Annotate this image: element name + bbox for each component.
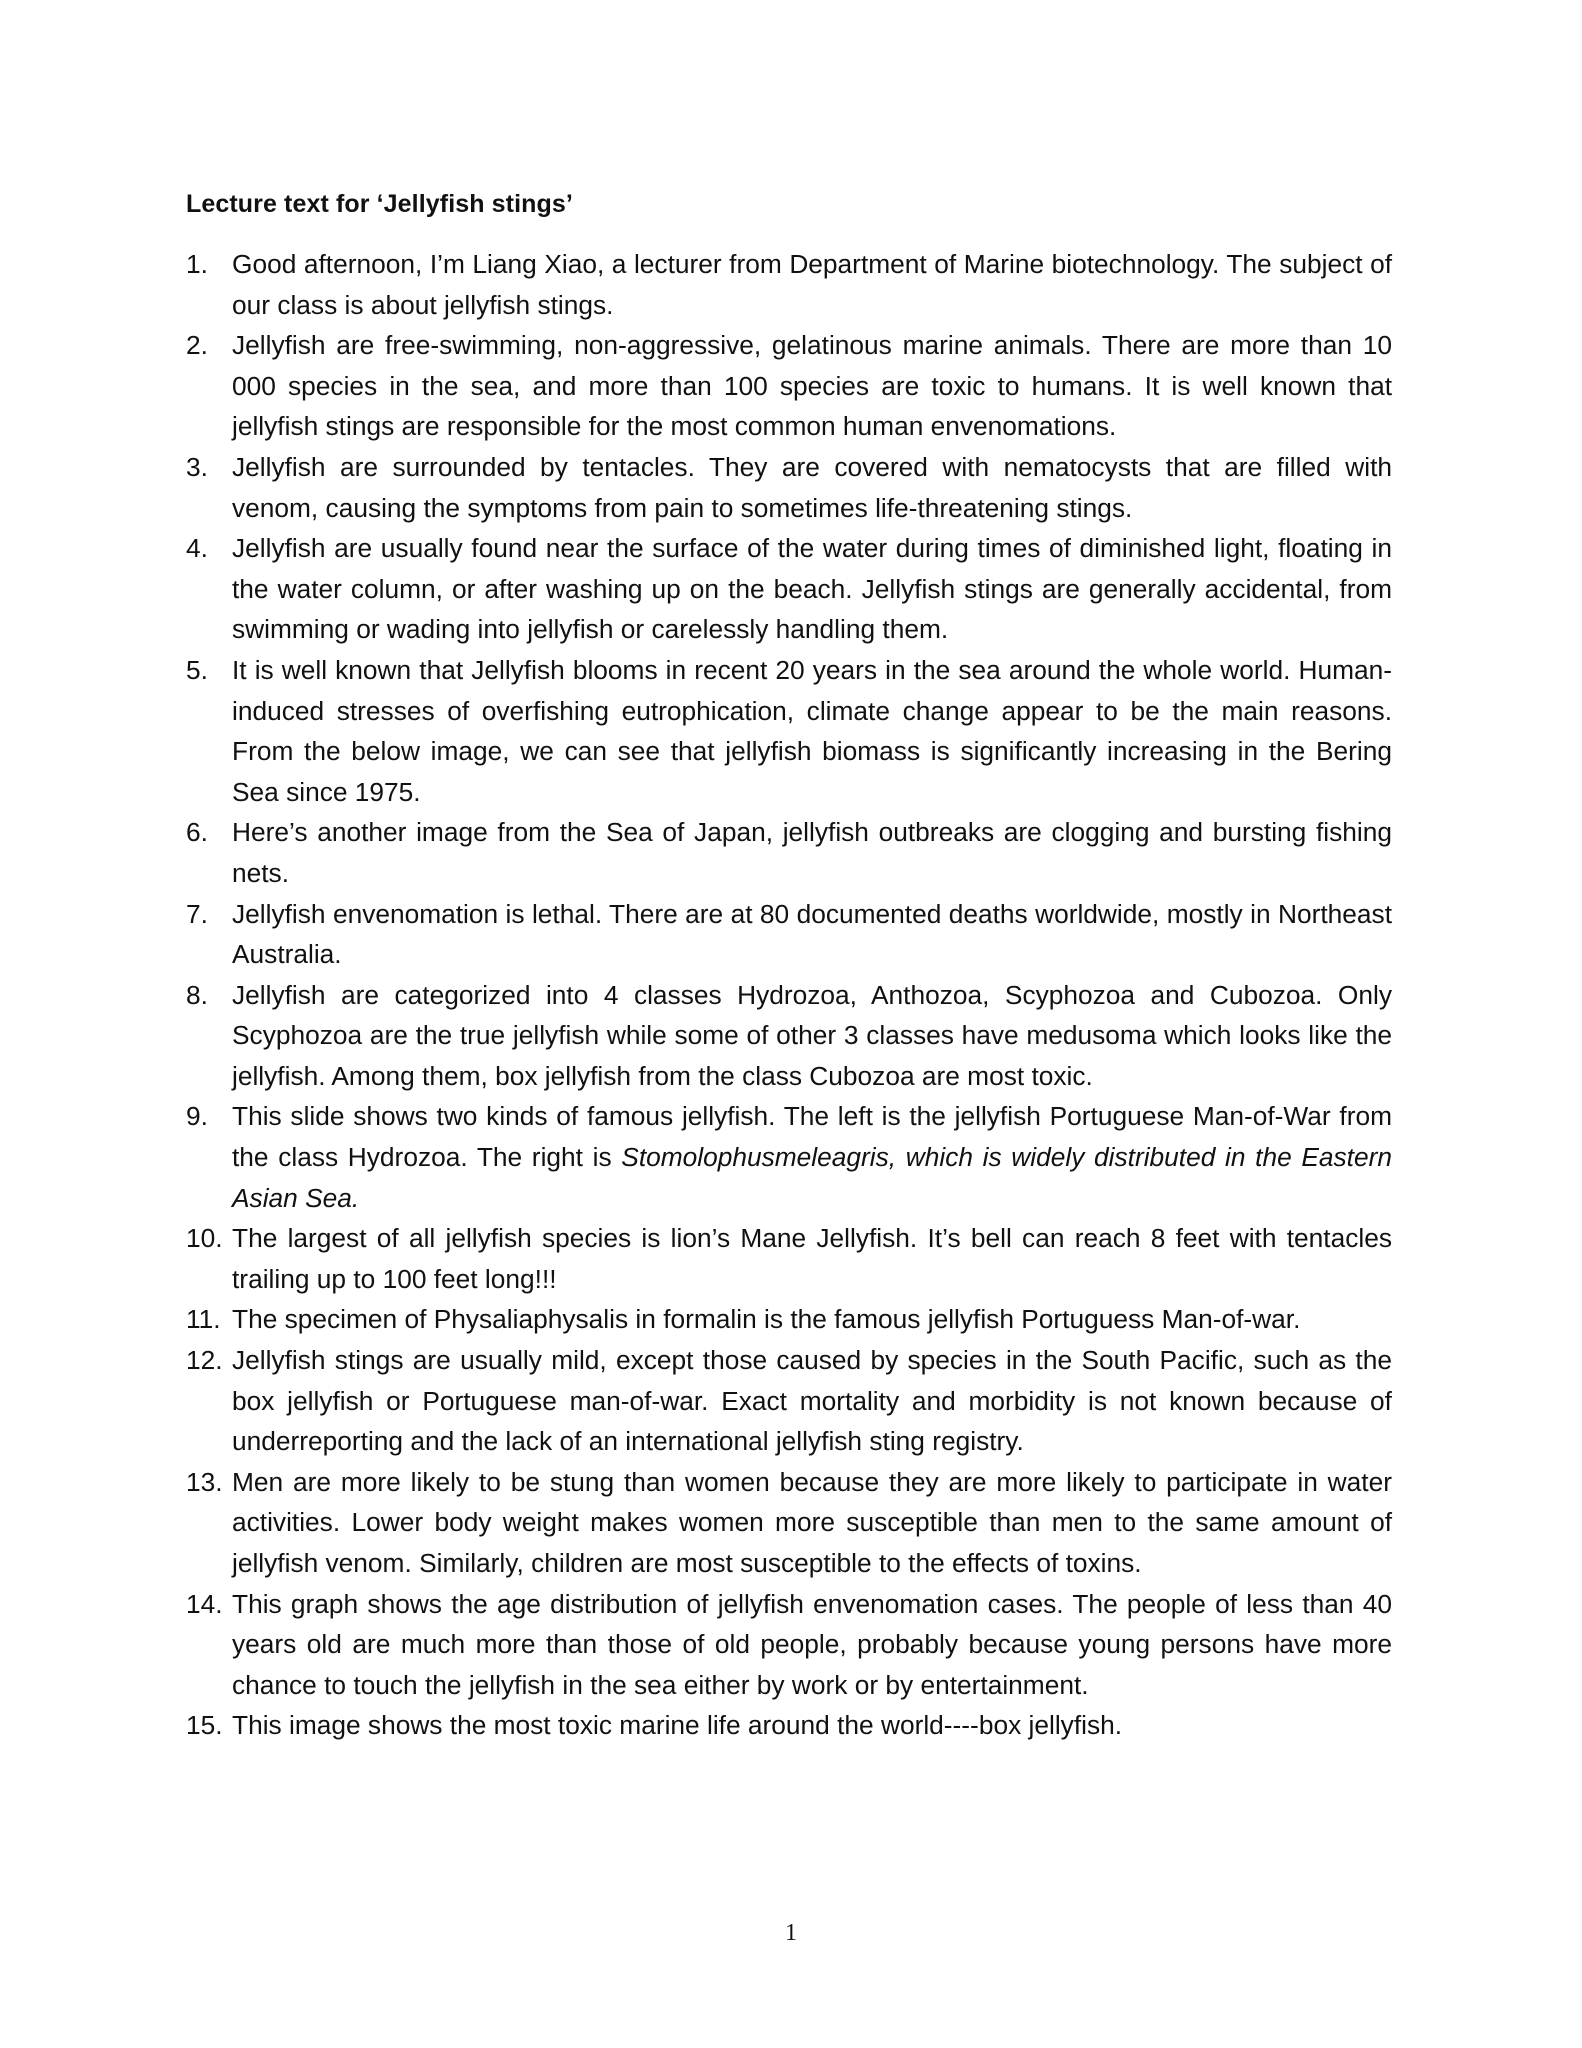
- item-text: Good afternoon, I’m Liang Xiao, a lecturer from Department of Marine biotechnology. The subject of our class is about jellyfish stings.: [232, 249, 1392, 320]
- item-number: 7.: [186, 898, 208, 929]
- item-text: Jellyfish stings are usually mild, except those caused by species in the South Pacific, such as the box jellyfish or Portuguese man-of-war. Exact mortality and morbidity is not known because of underreporting and the lack of an international jellyfish sting registry.: [232, 1345, 1392, 1457]
- item-number: 11.: [186, 1304, 221, 1335]
- item-number: 14.: [186, 1588, 223, 1619]
- item-text: This image shows the most toxic marine life around the world----box jellyfish.: [232, 1710, 1123, 1741]
- list-item: [186, 1462, 1392, 1584]
- item-number: 12.: [186, 1345, 223, 1376]
- item-text: Here’s another image from the Sea of Japan, jellyfish outbreaks are clogging and bursting fishing nets.: [232, 817, 1392, 888]
- list-item: [186, 812, 1392, 893]
- item-number: 2.: [186, 330, 208, 361]
- lecture-list: [186, 244, 1392, 1746]
- item-text: This slide shows two kinds of famous jellyfish. The left is the jellyfish Portuguese Man-of-War from the class Hydrozoa. The right is: [232, 1101, 1392, 1173]
- item-text: It is well known that Jellyfish blooms in recent 20 years in the sea around the whole world. Human-induced stresses of overfishing eutrophication, climate change appear to be the main reasons. From the below image, we can see that jellyfish biomass is significantly increasing in the Bering Sea since 1975.: [232, 654, 1392, 807]
- item-number: 13.: [186, 1466, 223, 1497]
- list-item: [186, 1299, 1392, 1340]
- item-number: 15.: [186, 1710, 223, 1741]
- item-number: 8.: [186, 979, 208, 1010]
- item-number: 5.: [186, 654, 208, 685]
- list-item: [186, 528, 1392, 650]
- item-number: 3.: [186, 451, 208, 482]
- item-number: 10.: [186, 1223, 223, 1254]
- list-item: [186, 1096, 1392, 1218]
- list-item: [186, 1340, 1392, 1462]
- item-number: 9.: [186, 1101, 208, 1132]
- item-text: Men are more likely to be stung than women because they are more likely to participate in water activities. Lower body weight makes women more susceptible than men to the same amount of jellyfish venom. Similarly, children are most susceptible to the effects of toxins.: [232, 1466, 1392, 1578]
- list-item: [186, 894, 1392, 975]
- document-title: Lecture text for ‘Jellyfish stings’: [186, 190, 573, 218]
- list-item: [186, 1705, 1392, 1746]
- item-text: Jellyfish are categorized into 4 classes Hydrozoa, Anthozoa, Scyphozoa and Cubozoa. Only Scyphozoa are the true jellyfish while some of other 3 classes have medusoma which looks like the jellyfish. Among them, box jellyfish from the class Cubozoa are most toxic.: [232, 979, 1392, 1091]
- list-item: [186, 1584, 1392, 1706]
- item-text: This graph shows the age distribution of jellyfish envenomation cases. The people of less than 40 years old are much more than those of old people, probably because young persons have more chance to touch the jellyfish in the sea either by work or by entertainment.: [232, 1588, 1392, 1700]
- item-number: 1.: [186, 249, 208, 279]
- item-text: Jellyfish envenomation is lethal. There are at 80 documented deaths worldwide, mostly in Northeast Australia.: [232, 898, 1392, 970]
- list-item: [186, 244, 1392, 325]
- list-item: [186, 447, 1392, 528]
- item-text: Jellyfish are usually found near the surface of the water during times of diminished light, floating in the water column, or after washing up on the beach. Jellyfish stings are generally accidental, from swimming or wading into jellyfish or carelessly handling them.: [232, 533, 1392, 645]
- list-item: [186, 325, 1392, 447]
- list-item: [186, 650, 1392, 812]
- item-text-italic: Stomolophusmeleagris, which is widely distributed in the Eastern Asian Sea.: [232, 1142, 1392, 1213]
- item-number: 4.: [186, 533, 208, 564]
- page-number: 1: [785, 1920, 797, 1946]
- item-number: 6.: [186, 817, 208, 848]
- item-text: The largest of all jellyfish species is lion’s Mane Jellyfish. It’s bell can reach 8 feet with tentacles trailing up to 100 feet long!!!: [232, 1223, 1392, 1294]
- item-text: The specimen of Physaliaphysalis in formalin is the famous jellyfish Portuguess Man-of-war.: [232, 1304, 1301, 1335]
- list-item: [186, 975, 1392, 1097]
- list-item: [186, 1218, 1392, 1299]
- item-text: Jellyfish are free-swimming, non-aggressive, gelatinous marine animals. There are more than 10 000 species in the sea, and more than 100 species are toxic to humans. It is well known that jellyfish stings are responsible for the most common human envenomations.: [232, 330, 1392, 442]
- item-text: Jellyfish are surrounded by tentacles. They are covered with nematocysts that are filled with venom, causing the symptoms from pain to sometimes life-threatening stings.: [232, 451, 1392, 523]
